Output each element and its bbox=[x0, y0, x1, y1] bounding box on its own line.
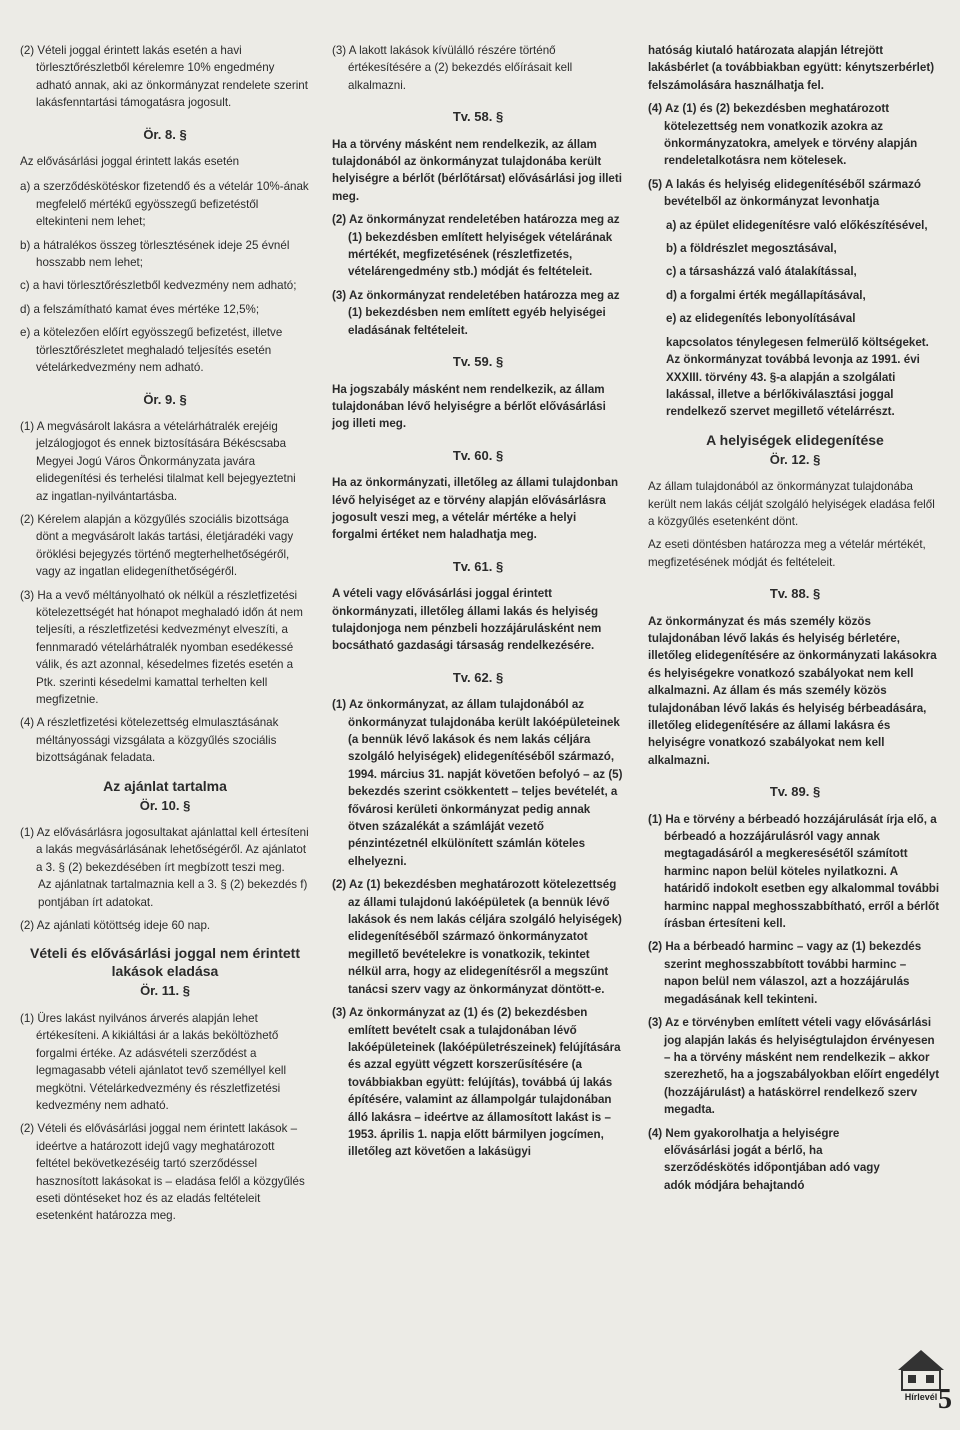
paragraph: Ha az önkormányzati, illetőleg az állami tulajdonban lévő helyiséget az e törvény alapján elővásárlásra jogosult veszi meg, a vételár mértéke a helyi forgalmi értéket nem haladhatja meg. bbox=[332, 476, 619, 542]
paragraph: (2) Az önkormányzat rendeletében határozza meg az (1) bekezdésben említett helyiségek vételárának mértékét, megfizetésének (részletfizetés, vételárengedmény stb.) módját és feltételeit. bbox=[332, 213, 620, 279]
list-item: c) a havi törlesztőrészletből kedvezmény nem adható; bbox=[20, 279, 297, 293]
paragraph: Ha a törvény másként nem rendelkezik, az állam tulajdonából az önkormányzat tulajdonába került helyiségre a bérlőt (bérlőtársat) elővásárlási jog illeti meg. bbox=[332, 137, 622, 203]
paragraph: (2) Kérelem alapján a közgyűlés szociális bizottsága dönt a megvásárolt lakás tartási, életjáradéki vagy öröklési bejegyzés történő megterhelhetőségéről, vagy az ingatlan elidegeníthetőségéről. bbox=[20, 512, 294, 579]
paragraph: (3) Az e törvényben említett vételi vagy elővásárlási jog alapján lakás és helyiségtulajdon érvényesen – ha a törvény másként nem rendelkezik – akkor szerezhető, ha a jogszabályokban előírt engedélyt (hozzájárulást) a hatáskörrel rendelkező szerv megadta. bbox=[648, 1016, 940, 1117]
section-heading: Ör. 9. § bbox=[143, 391, 187, 407]
paragraph: (1) Ha e törvény a bérbeadó hozzájárulását írja elő, a bérbeadó a hozzájárulásról vagy annak megtagadásáról a megkeresésétől számított harminc napon belül köteles nyilatkozni. A határidő indokolt esetben egy alkalommal további harminc nappal meghosszabbítható, erről a bérlőt írásban értesíteni kell. bbox=[648, 812, 940, 931]
paragraph: (1) Az elővásárlásra jogosultakat ajánlattal kell értesíteni a lakás megvásárlásának lehetőségéről. Az ajánlatot a 3. § (2) bekezdésében írt megbízott teszi meg. bbox=[20, 826, 309, 874]
section-heading: Ör. 8. § bbox=[143, 126, 187, 142]
paragraph: Az eseti döntésben határozza meg a vételár mértékét, megfizetésének módját és feltételeit. bbox=[648, 538, 926, 569]
paragraph: (4) Nem gyakorolhatja a helyiségre elővásárlási jogát a bérlő, ha szerződéskötés időpontjában adó vagy adók módjára behajtandó bbox=[648, 1126, 880, 1192]
paragraph: (2) Vételi joggal érintett lakás esetén a havi törlesztőrészletből kérelemre 10% engedmény adható annak, aki az önkormányzat rendelete szerint lakásfenntartási támogatásra jogosult. bbox=[20, 44, 308, 110]
paragraph: A vételi vagy elővásárlási joggal érintett önkormányzati, illetőleg állami lakás és helyiség tulajdonjoga nem pénzbeli hozzájárulásként nem bocsátható gazdasági társaság rendelkezésére. bbox=[332, 587, 602, 653]
section-heading: Tv. 62. § bbox=[452, 669, 504, 685]
paragraph: (5) A lakás és helyiség elidegenítéséből származó bevételből az önkormányzat levonhatja bbox=[648, 177, 921, 209]
section-heading: Tv. 88. § bbox=[769, 586, 821, 602]
section-heading: Ör. 12. § bbox=[769, 451, 821, 467]
section-heading: Tv. 59. § bbox=[452, 354, 504, 370]
paragraph: (4) Az (1) és (2) bekezdésben meghatározott kötelezettség nem vonatkozik azokra az önkormányzatokra, amelyek e törvény alapján rendeletalkotásra nem kötelesek. bbox=[648, 102, 918, 168]
paragraph: (3) Ha a vevő méltányolható ok nélkül a részletfizetési kötelezettségét hat hónapot meghaladó időn át nem teljesíti, a részletfizetési kedvezményt elveszíti, a fennmaradó vételárhátralék nyomban esedékessé válik, és azt azonnal, késedelmes fizetés esetén a Ptk. szerinti késedelmi kamattal terhelten kell megfizetnie. bbox=[20, 588, 303, 706]
paragraph: (3) Az önkormányzat rendeletében határozza meg az (1) bekezdésben nem említett egyéb helyiségei eladásának feltételeit. bbox=[332, 288, 620, 337]
paragraph: Ha jogszabály másként nem rendelkezik, az állam tulajdonában lévő helyiségre a bérlőt elővásárlási jog illeti meg. bbox=[332, 382, 606, 431]
paragraph: Az állam tulajdonából az önkormányzat tulajdonába került nem lakás célját szolgáló helyiségek eladása felől a közgyűlés esetenként dönt. bbox=[648, 480, 935, 528]
page-number: 5 bbox=[938, 1384, 952, 1415]
paragraph: (1) Üres lakást nyilvános árverés alapján lehet értékesíteni. A kikiáltási ár a lakás beköltözhető forgalmi értéke. Az adásvételi szerződést a legmagasabb vételi ajánlatot tevő személlyel kell megkötni. Vételárkedvezmény és részletfizetési kedvezmény nem adható. bbox=[20, 1011, 287, 1112]
section-heading: Tv. 60. § bbox=[452, 447, 504, 463]
chapter-heading: Vételi és elővásárlási joggal nem érintett lakások eladása bbox=[30, 945, 300, 980]
column-right bbox=[648, 42, 942, 1200]
chapter-heading: A helyiségek elidegenítése bbox=[706, 431, 884, 448]
section-heading: Ör. 10. § bbox=[139, 797, 191, 813]
list-item: a) az épület elidegenítésre való előkészítésével, bbox=[666, 218, 928, 232]
column-left bbox=[20, 42, 310, 1231]
paragraph: Az elővásárlási joggal érintett lakás esetén bbox=[20, 155, 240, 169]
chapter-heading: Az ajánlat tartalma bbox=[103, 777, 227, 794]
paragraph: Az ajánlatnak tartalmaznia kell a 3. § (2) bekezdés f) pontjában írt adatokat. bbox=[38, 878, 308, 909]
paragraph: (2) Az ajánlati kötöttség ideje 60 nap. bbox=[20, 919, 211, 933]
list-item: a) a szerződéskötéskor fizetendő és a vételár 10%-ának megfelelő mértékű egyösszegű befizetéstől eltekinteni nem lehet; bbox=[20, 180, 309, 229]
section-heading: Tv. 61. § bbox=[452, 558, 504, 574]
paragraph: (3) A lakott lakások kívülálló részére történő értékesítésére a (2) bekezdés előírásait kell alkalmazni. bbox=[332, 44, 573, 92]
column-middle bbox=[332, 42, 624, 1167]
list-item: b) a földrészlet megosztásával, bbox=[666, 242, 837, 256]
paragraph: (4) A részletfizetési kötelezettség elmulasztásának méltányossági vizsgálata a közgyűlés szociális bizottságának feladata. bbox=[20, 716, 279, 765]
paragraph: (1) Az önkormányzat, az állam tulajdonából az önkormányzat tulajdonába került lakóépületeinek (a bennük lévő lakások és nem lakás céljára szolgáló helyiségek) elidegenítéséből származó, 1994. március 31. napját követően befolyó – az (5) bekezdés szerint csökkentett – teljes bevételét, a fővárosi kerületi önkormányzat pedig annak ötven százalékát a számláját vezető pénzintézetnél elkülönített számlán köteles elhelyezni. bbox=[332, 698, 623, 868]
paragraph: hatóság kiutaló határozata alapján létrejött lakásbérlet (a továbbiakban együtt: kénytszerbérlet) felszámolására használhatja fel. bbox=[648, 44, 935, 92]
list-item: e) az elidegenítés lebonyolításával bbox=[666, 312, 856, 326]
list-item: e) a kötelezően előírt egyösszegű befizetést, illetve törlesztőrészletet meghaladó teljesítés esetén vételárkedvezmény nem adható. bbox=[20, 326, 283, 375]
section-heading: Ör. 11. § bbox=[140, 983, 190, 999]
logo-text: Hírlevél bbox=[904, 1392, 938, 1402]
section-heading: Tv. 58. § bbox=[452, 109, 504, 125]
paragraph: kapcsolatos ténylegesen felmerülő költségeket. Az önkormányzat továbbá levonja az 1991. évi XXXIII. törvény 43. §-a alapján a szolgálati lakással, illetve a bérlőkiválasztási joggal rendelkező szervet megillető vételárrészt. bbox=[666, 335, 929, 419]
paragraph: (1) A megvásárolt lakásra a vételárhátralék erejéig jelzálogjogot és ennek biztosítására Békéscsaba Megyei Jogú Város Önkormányzata javára elidegenítési és terhelési tilalmat kell bejegyeztetni az ingatlan-nyilvántartásba. bbox=[20, 419, 296, 503]
paragraph: (2) Az (1) bekezdésben meghatározott kötelezettség az állami tulajdonú lakóépületek (a bennük lévő lakások és nem lakás céljára szolgáló helyiségek) elidegenítéséből származó önkormányzatot megillető bevételekre is vonatkozik, tekintet nélkül arra, hogy az elidegenítésről a megszűnt tanácsi szerv vagy az önkormányzat döntött-e. bbox=[332, 878, 622, 996]
paragraph: (2) Vételi és elővásárlási joggal nem érintett lakások – ideértve a határozott idejű vagy meghatározott feltétel bekövetkezéséig tartó szerződéssel hasznosított lakásokat is – eladása felől a közgyűlés eseti döntéseket hoz és az eladás feltételeit esetenként határozza meg. bbox=[20, 1122, 305, 1223]
paragraph: (2) Ha a bérbeadó harminc – vagy az (1) bekezdés szerint meghosszabbított további harminc – napon belül nem válaszol, azt a hozzájárulás megadásának kell tekinteni. bbox=[648, 940, 922, 1006]
list-item: d) a felszámítható kamat éves mértéke 12,5%; bbox=[20, 302, 260, 316]
list-item: c) a társasházzá való átalakítással, bbox=[666, 265, 857, 279]
list-item: d) a forgalmi érték megállapításával, bbox=[666, 288, 866, 302]
section-heading: Tv. 89. § bbox=[769, 784, 821, 800]
list-item: b) a hátralékos összeg törlesztésének ideje 25 évnél hosszabb nem lehet; bbox=[20, 238, 290, 270]
paragraph: (3) Az önkormányzat az (1) és (2) bekezdésben említett bevételt csak a tulajdonában lévő lakóépületeinek (lakóépületrészeinek) felújítására és azzal együtt végzett korszerűsítésére (a továbbiakban együtt: felújítás), továbbá új lakás építésére, valamint az állampolgár tulajdonában álló lakásra – ideértve az államosított lakást is – 1953. április 1. napja előtt bármilyen jogcímen, illetőleg azt követően a lakásügyi bbox=[332, 1006, 621, 1159]
paragraph: Az önkormányzat és más személy közös tulajdonában lévő lakás és helyiség bérletére, illetőleg elidegenítésére az önkormányzati lakásokra és helyiségekre vonatkozó szabályokat nem kell alkalmazni. Az állam és más személy közös tulajdonában lévő lakás és helyiség bérbeadására, illetőleg elidegenítésére az állami lakásra és helyiségre vonatkozó szabályokat nem kell alkalmazni. bbox=[648, 614, 937, 767]
